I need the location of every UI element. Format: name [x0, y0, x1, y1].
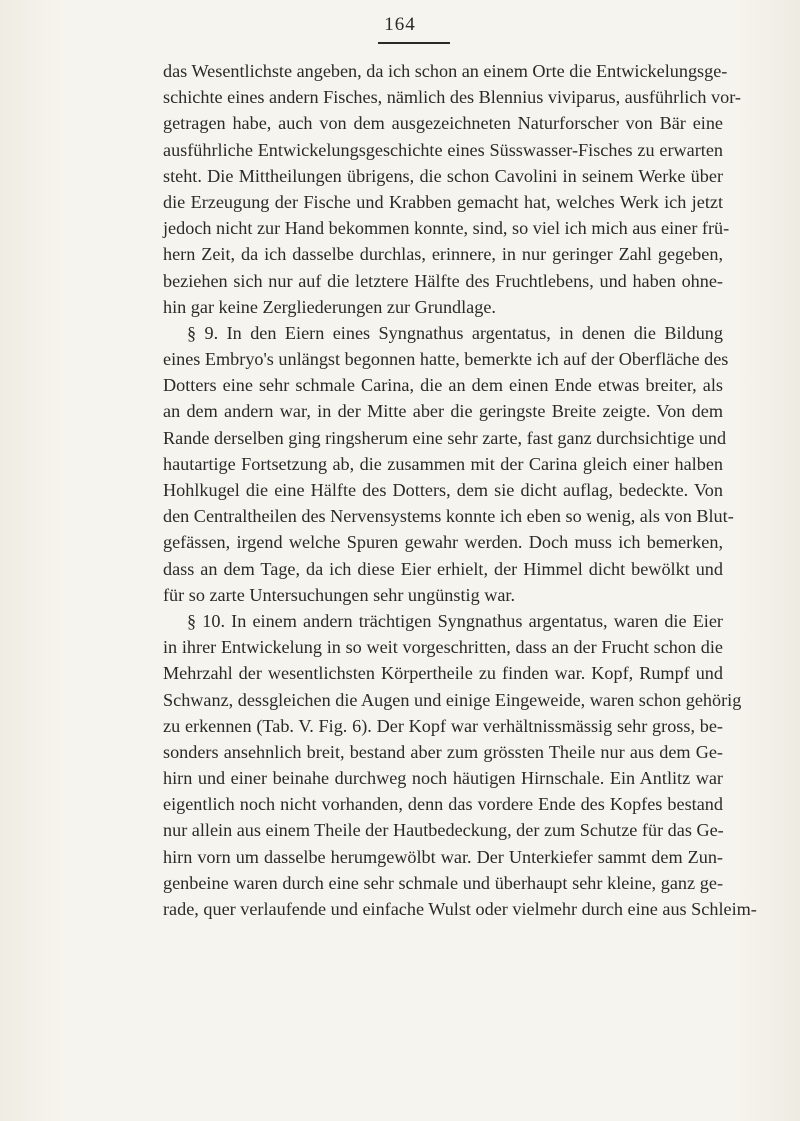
- text-line: hin gar keine Zergliederungen zur Grundlage.: [163, 296, 496, 317]
- text-line: genbeine waren durch eine sehr schmale und überhaupt sehr kleine, ganz ge-: [163, 872, 723, 893]
- text-line: getragen habe, auch von dem ausgezeichneten Naturforscher von Bär eine: [163, 113, 723, 134]
- body-text: [163, 58, 757, 922]
- text-line: steht. Die Mittheilungen übrigens, die schon Cavolini in seinem Werke über: [163, 165, 723, 186]
- text-line: schichte eines andern Fisches, nämlich des Blennius viviparus, ausführlich vor-: [163, 87, 741, 108]
- text-line: § 10. In einem andern trächtigen Syngnathus argentatus, waren die Eier: [187, 610, 723, 631]
- text-line: Dotters eine sehr schmale Carina, die an dem einen Ende etwas breiter, als: [163, 375, 723, 396]
- text-line: Rande derselben ging ringsherum eine sehr zarte, fast ganz durchsichtige und: [163, 427, 727, 448]
- text-line: Schwanz, dessgleichen die Augen und einige Eingeweide, waren schon gehörig: [163, 689, 742, 710]
- text-line: sonders ansehnlich breit, bestand aber zum grössten Theile nur aus dem Ge-: [163, 741, 723, 762]
- text-line: die Erzeugung der Fische und Krabben gemacht hat, welches Werk ich jetzt: [163, 191, 723, 212]
- text-line: hern Zeit, da ich dasselbe durchlas, erinnere, in nur geringer Zahl gegeben,: [163, 244, 723, 265]
- text-line: den Centraltheilen des Nervensystems konnte ich eben so wenig, als von Blut-: [163, 506, 734, 527]
- text-line: ausführliche Entwickelungsgeschichte eines Süsswasser-Fisches zu erwarten: [163, 139, 723, 160]
- text-line: zu erkennen (Tab. V. Fig. 6). Der Kopf war verhältnissmässig sehr gross, be-: [163, 715, 723, 736]
- text-line: beziehen sich nur auf die letztere Hälfte des Fruchtlebens, und haben ohne-: [163, 270, 723, 291]
- text-line: das Wesentlichste angeben, da ich schon an einem Orte die Entwickelungsge-: [163, 61, 728, 81]
- text-line: jedoch nicht zur Hand bekommen konnte, sind, so viel ich mich aus einer frü-: [163, 218, 730, 239]
- text-line: an dem andern war, in der Mitte aber die geringste Breite zeigte. Von dem: [163, 401, 723, 422]
- text-line: § 9. In den Eiern eines Syngnathus argentatus, in denen die Bildung: [187, 322, 723, 343]
- text-line: Hohlkugel die eine Hälfte des Dotters, dem sie dicht auflag, bedeckte. Von: [163, 480, 723, 500]
- text-line: gefässen, irgend welche Spuren gewahr werden. Doch muss ich bemerken,: [163, 532, 723, 553]
- text-line: in ihrer Entwickelung in so weit vorgeschritten, dass an der Frucht schon die: [163, 637, 723, 658]
- text-line: hautartige Fortsetzung ab, die zusammen mit der Carina gleich einer halben: [163, 453, 723, 474]
- text-line: dass an dem Tage, da ich diese Eier erhielt, der Himmel dicht bewölkt und: [163, 558, 723, 579]
- page-number: 164: [384, 14, 416, 35]
- text-line: für so zarte Untersuchungen sehr ungünstig war.: [163, 584, 516, 605]
- header-rule: [378, 42, 450, 44]
- text-line: eines Embryo's unlängst begonnen hatte, bemerkte ich auf der Oberfläche des: [163, 349, 729, 370]
- text-line: eigentlich noch nicht vorhanden, denn das vordere Ende des Kopfes bestand: [163, 794, 723, 815]
- text-line: hirn vorn um dasselbe herumgewölbt war. Der Unterkiefer sammt dem Zun-: [163, 846, 723, 867]
- text-line: nur allein aus einem Theile der Hautbedeckung, der zum Schutze für das Ge-: [163, 820, 724, 841]
- text-line: rade, quer verlaufende und einfache Wulst oder vielmehr durch eine aus Schleim-: [163, 899, 757, 919]
- text-line: hirn und einer beinahe durchweg noch häutigen Hirnschale. Ein Antlitz war: [163, 768, 723, 789]
- text-line: Mehrzahl der wesentlichsten Körpertheile zu finden war. Kopf, Rumpf und: [163, 663, 723, 684]
